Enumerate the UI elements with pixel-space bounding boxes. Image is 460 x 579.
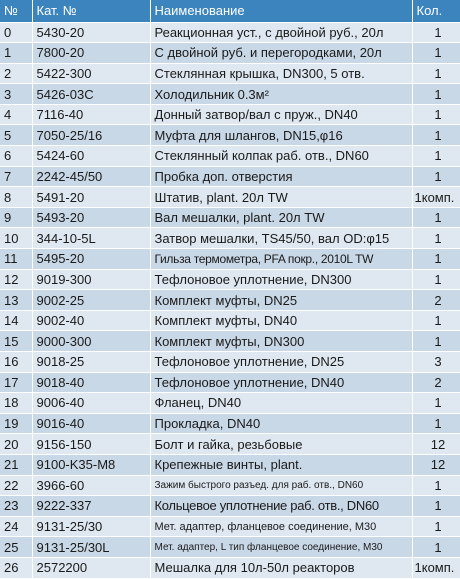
cell-name: Кольцевое уплотнение раб. отв., DN60 — [150, 496, 412, 517]
header-row — [0, 0, 460, 22]
cell-name: Прокладка, DN40 — [150, 413, 412, 434]
cell-cat: 9018-40 — [32, 372, 150, 393]
table-row — [0, 331, 460, 352]
cell-qty: 1 — [412, 84, 460, 105]
cell-name: Муфта для шлангов, DN15,φ16 — [150, 125, 412, 146]
cell-name: Комплект муфты, DN40 — [150, 310, 412, 331]
cell-no: 13 — [0, 290, 32, 311]
cell-name: Зажим быстрого разъед. для раб. отв., DN60 — [150, 475, 412, 496]
cell-cat: 3966-60 — [32, 475, 150, 496]
cell-qty: 12 — [412, 434, 460, 455]
cell-cat: 9131-25/30L — [32, 537, 150, 558]
cell-no: 14 — [0, 310, 32, 331]
cell-name: Мет. адаптер, L тип фланцевое соединение, M30 — [150, 537, 412, 558]
table-row — [0, 22, 460, 43]
cell-cat: 9002-25 — [32, 290, 150, 311]
table-row — [0, 372, 460, 393]
cell-cat: 9006-40 — [32, 393, 150, 414]
cell-cat: 5426-03C — [32, 84, 150, 105]
cell-no: 25 — [0, 537, 32, 558]
cell-name: Тефлоновое уплотнение, DN40 — [150, 372, 412, 393]
cell-qty: 1комп. — [412, 187, 460, 208]
cell-qty: 1 — [412, 63, 460, 84]
cell-cat: 5495-20 — [32, 249, 150, 270]
table-row — [0, 125, 460, 146]
cell-no: 23 — [0, 496, 32, 517]
cell-no: 0 — [0, 22, 32, 43]
cell-no: 9 — [0, 207, 32, 228]
cell-name: Стеклянная крышка, DN300, 5 отв. — [150, 63, 412, 84]
cell-qty: 1 — [412, 516, 460, 537]
cell-qty: 2 — [412, 372, 460, 393]
cell-name: Тефлоновое уплотнение, DN25 — [150, 352, 412, 373]
cell-qty: 1 — [412, 146, 460, 167]
cell-cat: 344-10-5L — [32, 228, 150, 249]
table-row — [0, 393, 460, 414]
table-row — [0, 228, 460, 249]
table-row — [0, 496, 460, 517]
cell-cat: 9000-300 — [32, 331, 150, 352]
cell-name: С двойной руб. и перегородками, 20л — [150, 43, 412, 64]
table-row — [0, 63, 460, 84]
cell-name: Комплект муфты, DN25 — [150, 290, 412, 311]
cell-qty: 1 — [412, 537, 460, 558]
cell-no: 2 — [0, 63, 32, 84]
cell-qty: 1 — [412, 249, 460, 270]
cell-no: 8 — [0, 187, 32, 208]
table-row — [0, 269, 460, 290]
cell-no: 18 — [0, 393, 32, 414]
cell-qty: 1 — [412, 475, 460, 496]
cell-qty: 1 — [412, 269, 460, 290]
cell-qty: 1 — [412, 125, 460, 146]
cell-name: Фланец, DN40 — [150, 393, 412, 414]
cell-cat: 9131-25/30 — [32, 516, 150, 537]
header-name: Наименование — [150, 0, 412, 22]
cell-name: Реакционная уст., с двойной руб., 20л — [150, 22, 412, 43]
cell-name: Затвор мешалки, TS45/50, вал OD:φ15 — [150, 228, 412, 249]
cell-no: 11 — [0, 249, 32, 270]
cell-name: Мешалка для 10л-50л реакторов — [150, 557, 412, 578]
cell-qty: 1 — [412, 166, 460, 187]
table-row — [0, 352, 460, 373]
cell-no: 15 — [0, 331, 32, 352]
cell-qty: 1 — [412, 207, 460, 228]
table-row — [0, 310, 460, 331]
cell-no: 24 — [0, 516, 32, 537]
table-row — [0, 516, 460, 537]
cell-name: Мет. адаптер, фланцевое соединение, M30 — [150, 516, 412, 537]
header-cat: Кат. № — [32, 0, 150, 22]
cell-name: Холодильник 0.3м² — [150, 84, 412, 105]
header-qty: Кол. — [412, 0, 460, 22]
cell-cat: 9100-K35-M8 — [32, 454, 150, 475]
table-row — [0, 249, 460, 270]
cell-name: Комплект муфты, DN300 — [150, 331, 412, 352]
table-row — [0, 290, 460, 311]
table-row — [0, 207, 460, 228]
table-row — [0, 537, 460, 558]
cell-qty: 1 — [412, 310, 460, 331]
cell-cat: 2242-45/50 — [32, 166, 150, 187]
cell-cat: 7800-20 — [32, 43, 150, 64]
cell-no: 16 — [0, 352, 32, 373]
cell-no: 12 — [0, 269, 32, 290]
table-row — [0, 434, 460, 455]
cell-qty: 1 — [412, 496, 460, 517]
cell-cat: 9222-337 — [32, 496, 150, 517]
cell-qty: 12 — [412, 454, 460, 475]
cell-name: Штатив, plant. 20л TW — [150, 187, 412, 208]
cell-qty: 1 — [412, 43, 460, 64]
cell-no: 22 — [0, 475, 32, 496]
cell-no: 21 — [0, 454, 32, 475]
cell-cat: 2572200 — [32, 557, 150, 578]
cell-name: Пробка доп. отверстия — [150, 166, 412, 187]
cell-qty: 1 — [412, 104, 460, 125]
cell-no: 19 — [0, 413, 32, 434]
cell-no: 17 — [0, 372, 32, 393]
cell-qty: 2 — [412, 290, 460, 311]
cell-cat: 9019-300 — [32, 269, 150, 290]
cell-cat: 9156-150 — [32, 434, 150, 455]
cell-no: 5 — [0, 125, 32, 146]
cell-no: 3 — [0, 84, 32, 105]
cell-qty: 1 — [412, 393, 460, 414]
cell-no: 26 — [0, 557, 32, 578]
cell-cat: 9016-40 — [32, 413, 150, 434]
cell-qty: 1 — [412, 331, 460, 352]
table-row — [0, 166, 460, 187]
cell-name: Стеклянный колпак раб. отв., DN60 — [150, 146, 412, 167]
cell-qty: 1 — [412, 22, 460, 43]
cell-cat: 7050-25/16 — [32, 125, 150, 146]
cell-cat: 9018-25 — [32, 352, 150, 373]
cell-name: Болт и гайка, резьбовые — [150, 434, 412, 455]
table-row — [0, 557, 460, 578]
table-row — [0, 146, 460, 167]
cell-cat: 7116-40 — [32, 104, 150, 125]
cell-qty: 1комп. — [412, 557, 460, 578]
cell-qty: 3 — [412, 352, 460, 373]
cell-cat: 5422-300 — [32, 63, 150, 84]
cell-name: Вал мешалки, plant. 20л TW — [150, 207, 412, 228]
table-row — [0, 454, 460, 475]
table-row — [0, 413, 460, 434]
cell-no: 1 — [0, 43, 32, 64]
cell-cat: 5491-20 — [32, 187, 150, 208]
cell-no: 7 — [0, 166, 32, 187]
cell-cat: 9002-40 — [32, 310, 150, 331]
cell-no: 6 — [0, 146, 32, 167]
cell-name: Донный затвор/вал с пруж., DN40 — [150, 104, 412, 125]
table-row — [0, 104, 460, 125]
table-row — [0, 475, 460, 496]
cell-no: 4 — [0, 104, 32, 125]
cell-no: 20 — [0, 434, 32, 455]
cell-qty: 1 — [412, 413, 460, 434]
cell-cat: 5493-20 — [32, 207, 150, 228]
cell-name: Крепежные винты, plant. — [150, 454, 412, 475]
cell-cat: 5430-20 — [32, 22, 150, 43]
cell-no: 10 — [0, 228, 32, 249]
cell-qty: 1 — [412, 228, 460, 249]
table-header — [0, 0, 460, 22]
table-row — [0, 43, 460, 64]
table-body — [0, 22, 460, 578]
cell-name: Гильза термометра, PFA покр., 2010L TW — [150, 249, 412, 270]
header-no: № — [0, 0, 32, 22]
cell-name: Тефлоновое уплотнение, DN300 — [150, 269, 412, 290]
cell-cat: 5424-60 — [32, 146, 150, 167]
table-row — [0, 187, 460, 208]
table-row — [0, 84, 460, 105]
